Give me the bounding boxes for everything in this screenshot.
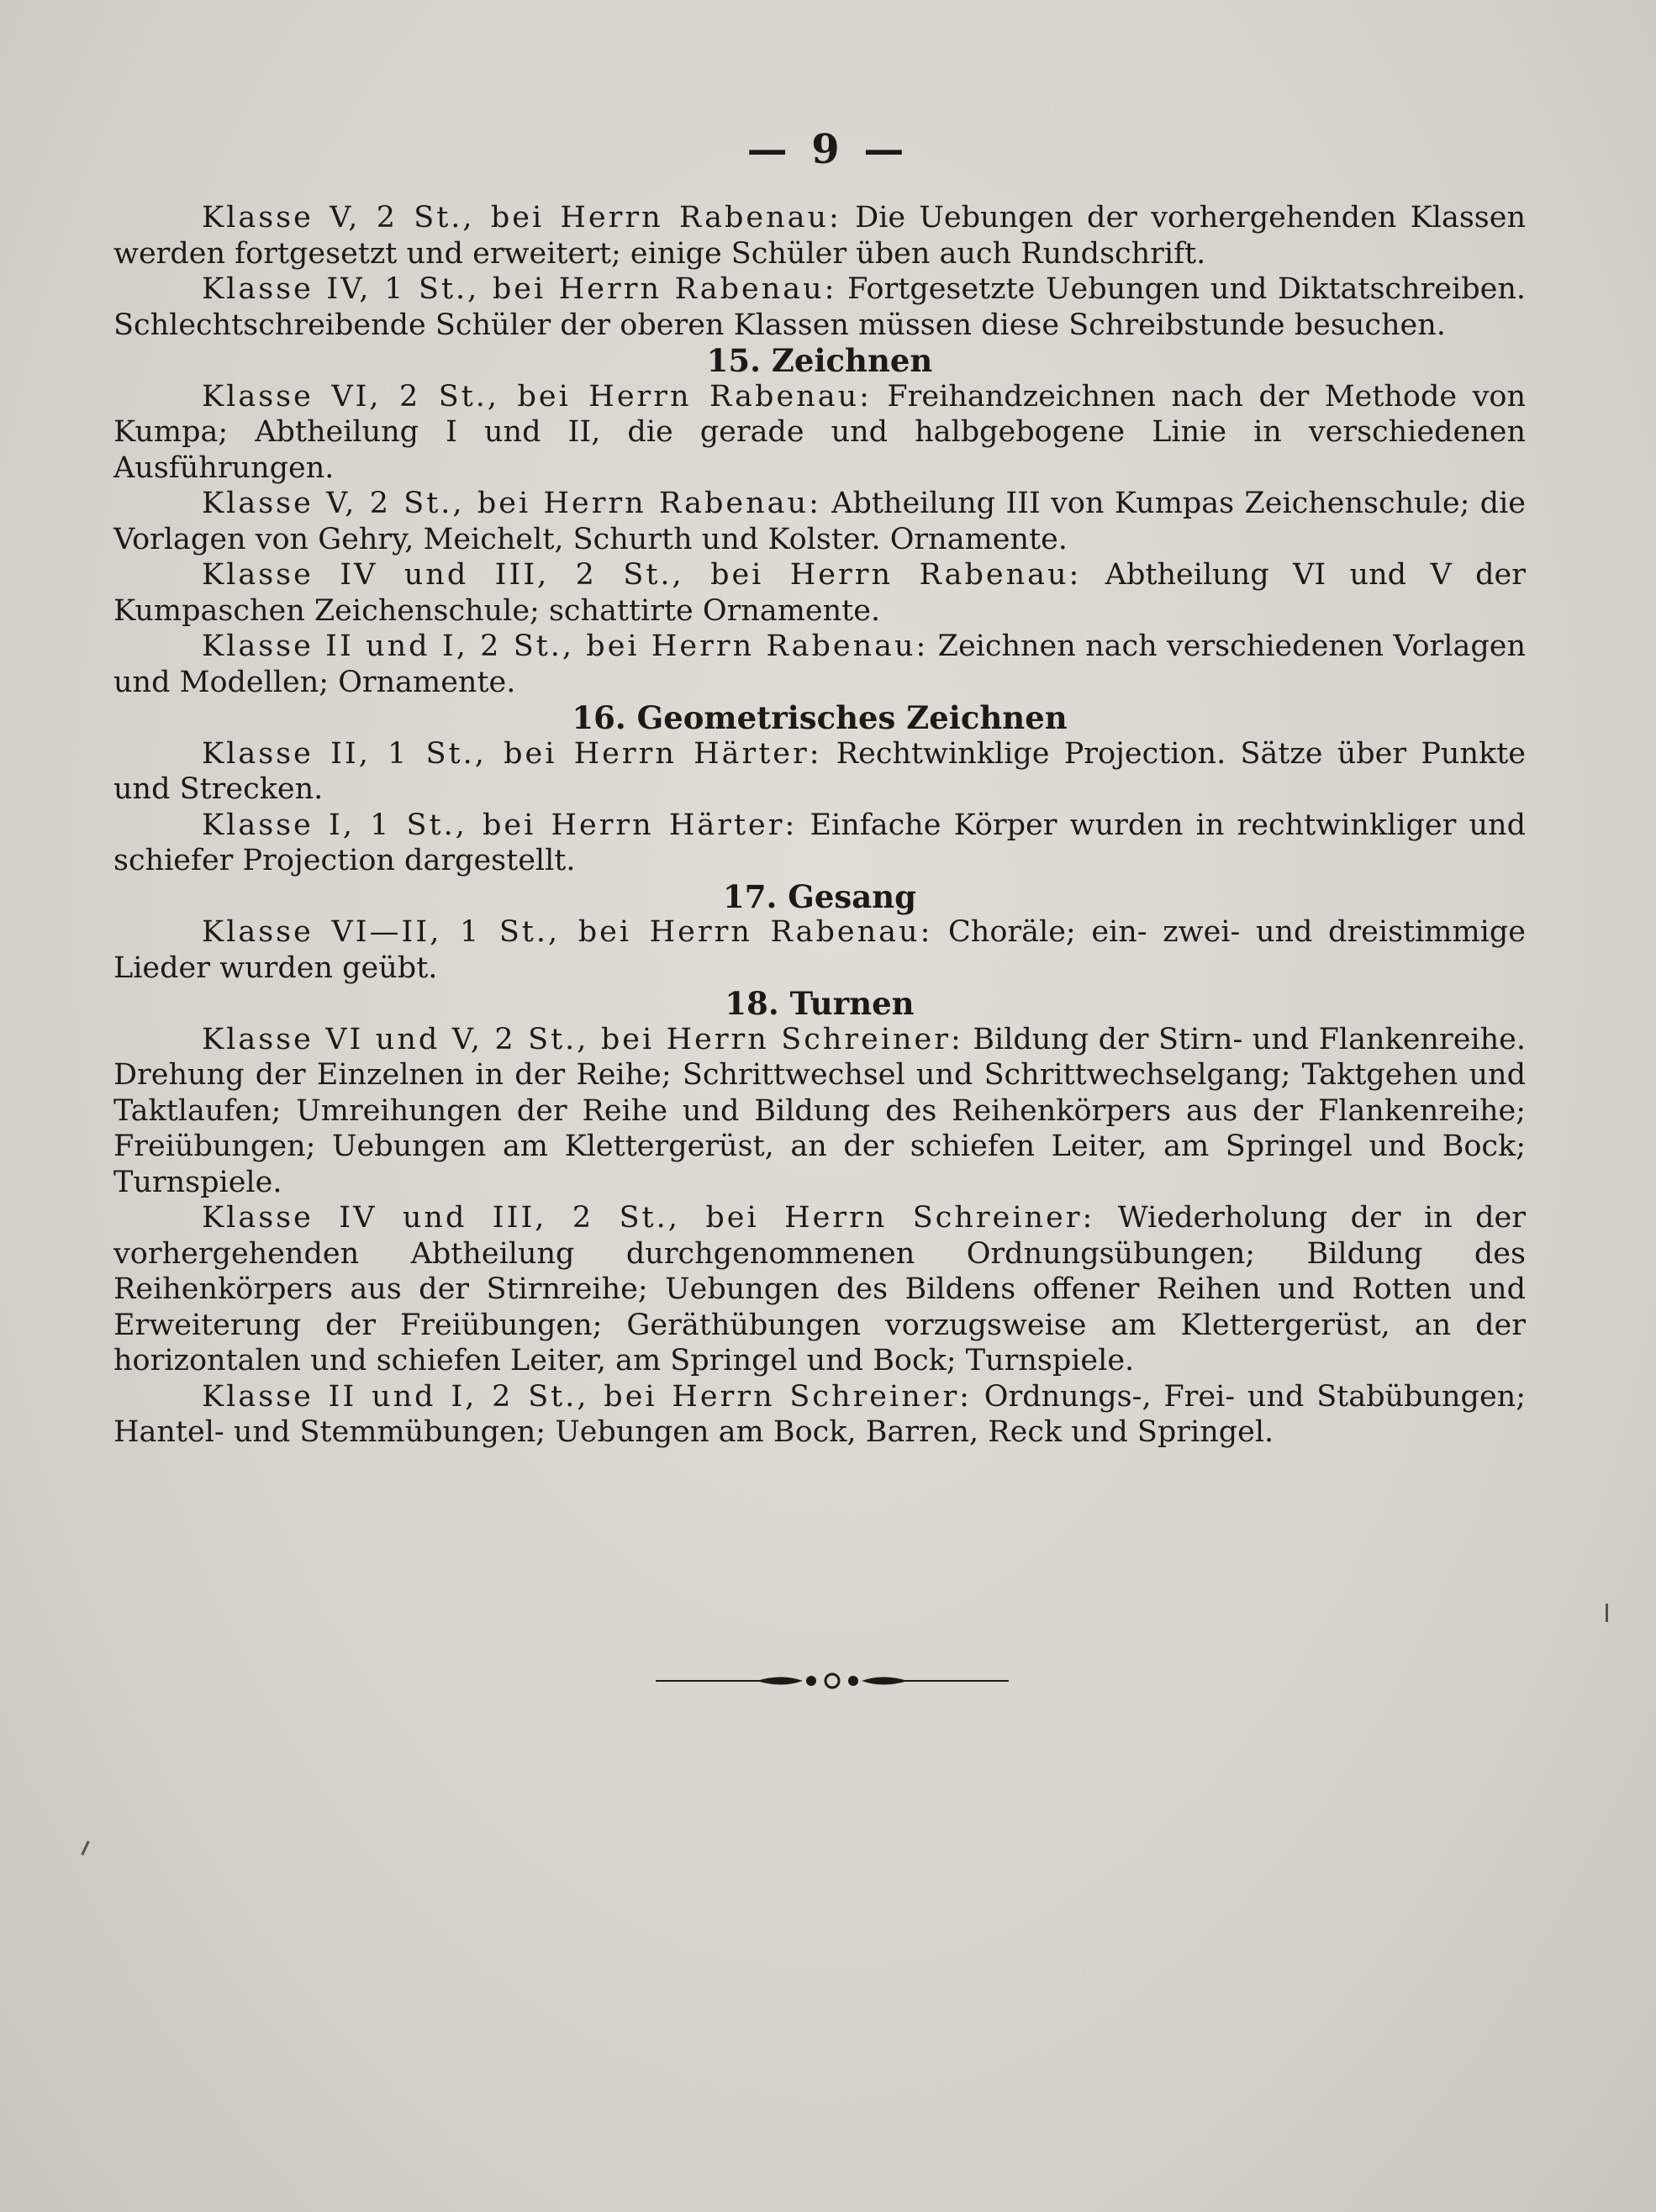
page-number: — 9 — xyxy=(746,126,910,173)
paragraph-lead: Klasse II und I, 2 St., bei Herrn Schreiner: xyxy=(202,1379,972,1414)
paragraph-text: Zeichnen nach verschiedenen Vorlagen und Modellen; Ornamente. xyxy=(113,629,1526,699)
section-heading-geometrisches-zeichnen: 16. Geometrisches Zeichnen xyxy=(572,699,1068,736)
section-heading-gesang: 17. Gesang xyxy=(723,877,916,915)
paragraph-text: Abtheilung VI und V der Kumpaschen Zeichenschule; schattirte Ornamente. xyxy=(113,558,1526,628)
paragraph-text: Rechtwinklige Projection. Sätze über Punkte und Strecken. xyxy=(113,736,1526,806)
end-ornament-icon xyxy=(656,1668,1009,1693)
paragraph-gesang-klasse-vi-ii xyxy=(113,914,1526,986)
paragraph-lead: Klasse IV und III, 2 St., bei Herrn Schreiner: xyxy=(202,1201,1095,1235)
paragraph-zeichnen-klasse-v xyxy=(113,486,1526,557)
paragraph-text: Bildung der Stirn- und Flankenreihe. Drehung der Einzelnen in der Reihe; Schrittwechsel und Schrittwechselgang; Taktgehen und Taktlaufen; Umreihungen der Reihe und Bildung des Reihenkörpers aus der Flankenreihe; Freiübungen; Uebungen am Klettergerüst, an der schiefen Leiter, am Springel und Bock; Turnspiele. xyxy=(113,1022,1526,1199)
paragraph-schreiben-klasse-v xyxy=(113,200,1526,271)
paragraph-schreiben-klasse-iv xyxy=(113,271,1526,343)
paragraph-lead: Klasse I, 1 St., bei Herrn Härter: xyxy=(202,808,798,842)
section-heading-zeichnen: 15. Zeichnen xyxy=(706,342,933,379)
paragraph-lead: Klasse VI, 2 St., bei Herrn Rabenau: xyxy=(202,379,872,413)
paragraph-lead: Klasse IV, 1 St., bei Herrn Rabenau: xyxy=(202,272,837,306)
paragraph-lead: Klasse V, 2 St., bei Herrn Rabenau: xyxy=(202,201,841,234)
paragraph-lead: Klasse II, 1 St., bei Herrn Härter: xyxy=(202,736,822,771)
paragraph-lead: Klasse II und I, 2 St., bei Herrn Rabenau: xyxy=(202,629,929,663)
paragraph-text: Die Uebungen der vorhergehenden Klassen werden fortgesetzt und erweitert; einige Schüler üben auch Rundschrift. xyxy=(113,201,1526,271)
paragraph-zeichnen-klasse-ii-i xyxy=(113,629,1526,700)
paragraph-lead: Klasse V, 2 St., bei Herrn Rabenau: xyxy=(202,487,821,520)
document-body xyxy=(113,200,1526,1451)
paragraph-turnen-klasse-ii-i xyxy=(113,1379,1526,1451)
paragraph-text: Choräle; ein- zwei- und dreistimmige Lieder wurden geübt. xyxy=(113,915,1526,985)
paragraph-text: Ordnungs-, Frei- und Stabübungen; Hantel- und Stemmübungen; Uebungen am Bock, Barren, Reck und Springel. xyxy=(113,1379,1526,1449)
paragraph-text: Einfache Körper wurden in rechtwinkliger und schiefer Projection dargestellt. xyxy=(113,808,1526,877)
paragraph-lead: Klasse VI—II, 1 St., bei Herrn Rabenau: xyxy=(202,915,933,949)
paragraph-text: Abtheilung III von Kumpas Zeichenschule; die Vorlagen von Gehry, Meichelt, Schurth und Kolster. Ornamente. xyxy=(113,487,1526,556)
scan-speck xyxy=(81,1841,89,1856)
paragraph-lead: Klasse IV und III, 2 St., bei Herrn Rabenau: xyxy=(202,558,1082,592)
paragraph-zeichnen-klasse-iv-iii xyxy=(113,557,1526,629)
paragraph-turnen-klasse-iv-iii xyxy=(113,1200,1526,1379)
section-heading-turnen: 18. Turnen xyxy=(725,985,915,1022)
paragraph-geometrie-klasse-i xyxy=(113,808,1526,879)
paragraph-text: Freihandzeichnen nach der Methode von Kumpa; Abtheilung I und II, die gerade und halbgebogene Linie in verschiedenen Ausführungen. xyxy=(113,379,1526,485)
paragraph-text: Fortgesetzte Uebungen und Diktatschreiben. Schlechtschreibende Schüler der oberen Klassen müssen diese Schreibstunde besuchen. xyxy=(113,272,1526,342)
paragraph-lead: Klasse VI und V, 2 St., bei Herrn Schreiner: xyxy=(202,1022,963,1056)
paragraph-turnen-klasse-vi-v xyxy=(113,1022,1526,1201)
paragraph-text: Wiederholung der in der vorhergehenden Abtheilung durchgenommenen Ordnungsübungen; Bildung des Reihenkörpers aus der Stirnreihe; Uebungen des Bildens offener Reihen und Rotten und Erweiterung der Freiübungen; Geräthübungen vorzugsweise am Klettergerüst, an der horizontalen und schiefen Leiter, am Springel und Bock; Turnspiele. xyxy=(113,1201,1527,1377)
paragraph-zeichnen-klasse-vi xyxy=(113,379,1526,487)
paragraph-geometrie-klasse-ii xyxy=(113,736,1526,808)
scan-speck xyxy=(1606,1604,1608,1622)
